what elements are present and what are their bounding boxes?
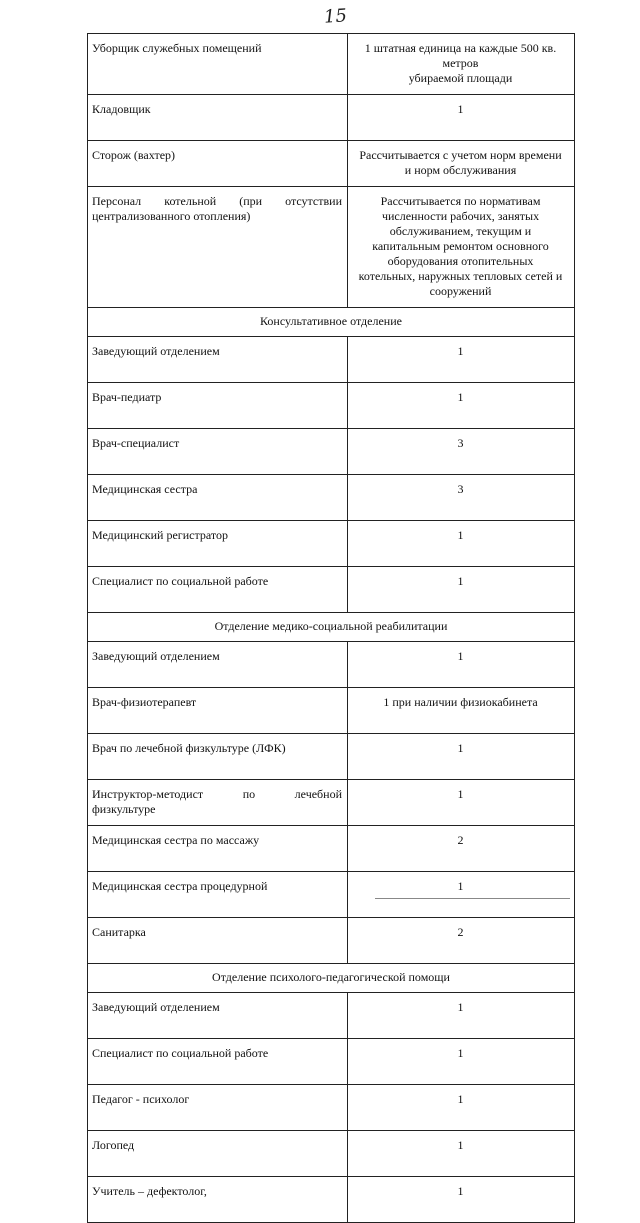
norm-line: 1 (457, 649, 464, 663)
table-row (88, 567, 575, 613)
norm-line: Рассчитывается по нормативам (380, 194, 541, 208)
norm-line: 1 (457, 574, 464, 588)
norm-cell (348, 141, 575, 187)
position-cell: Врач-физиотерапевт (88, 688, 348, 734)
norm-line: 1 (457, 787, 464, 801)
staffing-table-body (88, 34, 575, 1223)
position-cell: Медицинская сестра процедурной (88, 872, 348, 918)
position-cell (88, 780, 348, 826)
norm-cell (348, 918, 575, 964)
norm-cell (348, 780, 575, 826)
table-row (88, 475, 575, 521)
position-cell: Специалист по социальной работе (88, 567, 348, 613)
position-cell: Заведующий отделением (88, 337, 348, 383)
table-row (88, 95, 575, 141)
norm-cell (348, 429, 575, 475)
table-row (88, 918, 575, 964)
position-cell: Специалист по социальной работе (88, 1039, 348, 1085)
norm-line: 3 (457, 436, 464, 450)
table-row (88, 780, 575, 826)
position-cell: Санитарка (88, 918, 348, 964)
table-row (88, 141, 575, 187)
position-line: Персонал котельной (при отсутствии (92, 194, 342, 208)
section-header-row (88, 308, 575, 337)
norm-line: 1 при наличии физиокабинета (383, 695, 538, 709)
norm-cell (348, 688, 575, 734)
table-row (88, 34, 575, 95)
table-row (88, 826, 575, 872)
scan-artifact-line (375, 898, 570, 899)
norm-cell (348, 872, 575, 918)
position-cell: Уборщик служебных помещений (88, 34, 348, 95)
position-cell: Заведующий отделением (88, 642, 348, 688)
norm-cell (348, 642, 575, 688)
table-row (88, 1039, 575, 1085)
page-number: 15 (323, 5, 348, 28)
norm-cell (348, 187, 575, 308)
norm-line: 1 штатная единица на каждые 500 кв. (364, 41, 557, 55)
position-line: централизованного отопления) (92, 209, 251, 223)
norm-cell (348, 567, 575, 613)
norm-line: 1 (457, 102, 464, 116)
position-cell: Врач-педиатр (88, 383, 348, 429)
norm-line: 1 (457, 1138, 464, 1152)
position-line: физкультуре (92, 802, 156, 816)
table-row (88, 429, 575, 475)
norm-line: 1 (457, 344, 464, 358)
norm-line: 1 (457, 1184, 464, 1198)
norm-line: 1 (457, 528, 464, 542)
norm-cell (348, 95, 575, 141)
norm-cell (348, 475, 575, 521)
norm-line: 1 (457, 1046, 464, 1060)
norm-line: 3 (457, 482, 464, 496)
norm-cell (348, 826, 575, 872)
norm-cell (348, 337, 575, 383)
position-cell: Медицинская сестра (88, 475, 348, 521)
norm-line: капитальным ремонтом основного (372, 239, 549, 253)
position-cell: Логопед (88, 1131, 348, 1177)
section-title: Консультативное отделение (88, 308, 575, 337)
table-row (88, 734, 575, 780)
position-cell: Кладовщик (88, 95, 348, 141)
norm-line: и норм обслуживания (404, 163, 517, 177)
norm-line: Рассчитывается с учетом норм времени (359, 148, 562, 162)
position-cell: Сторож (вахтер) (88, 141, 348, 187)
table-row (88, 688, 575, 734)
table-row (88, 642, 575, 688)
position-cell: Учитель – дефектолог, (88, 1177, 348, 1223)
norm-line: 2 (457, 925, 464, 939)
norm-line: 1 (457, 1092, 464, 1106)
table-row (88, 872, 575, 918)
position-cell: Врач по лечебной физкультуре (ЛФК) (88, 734, 348, 780)
section-header-row (88, 964, 575, 993)
table-row (88, 993, 575, 1039)
norm-line: 1 (457, 741, 464, 755)
section-title: Отделение психолого-педагогической помощи (88, 964, 575, 993)
table-row (88, 337, 575, 383)
norm-line: численности рабочих, занятых (381, 209, 540, 223)
section-header-row (88, 613, 575, 642)
norm-cell (348, 521, 575, 567)
norm-cell (348, 383, 575, 429)
norm-cell (348, 1085, 575, 1131)
table-row (88, 1131, 575, 1177)
norm-line: обслуживанием, текущим и (389, 224, 532, 238)
norm-line: убираемой площади (408, 71, 513, 85)
norm-line: 2 (457, 833, 464, 847)
norm-line: оборудования отопительных (387, 254, 534, 268)
norm-line: 1 (457, 879, 464, 893)
table-row (88, 521, 575, 567)
table-row (88, 383, 575, 429)
norm-cell (348, 34, 575, 95)
position-cell: Медицинская сестра по массажу (88, 826, 348, 872)
position-cell: Медицинский регистратор (88, 521, 348, 567)
staffing-table (87, 33, 575, 1223)
position-cell: Заведующий отделением (88, 993, 348, 1039)
norm-line: 1 (457, 390, 464, 404)
norm-cell (348, 1177, 575, 1223)
position-cell: Врач-специалист (88, 429, 348, 475)
position-cell: Педагог - психолог (88, 1085, 348, 1131)
position-cell (88, 187, 348, 308)
norm-line: котельных, наружных тепловых сетей и (358, 269, 563, 283)
norm-cell (348, 993, 575, 1039)
table-row (88, 1177, 575, 1223)
norm-cell (348, 734, 575, 780)
norm-line: метров (442, 56, 479, 70)
section-title: Отделение медико-социальной реабилитации (88, 613, 575, 642)
norm-cell (348, 1039, 575, 1085)
position-line: Инструктор-методист по лечебной (92, 787, 342, 801)
table-row (88, 187, 575, 308)
norm-line: 1 (457, 1000, 464, 1014)
norm-cell (348, 1131, 575, 1177)
norm-line: сооружений (429, 284, 492, 298)
table-row (88, 1085, 575, 1131)
